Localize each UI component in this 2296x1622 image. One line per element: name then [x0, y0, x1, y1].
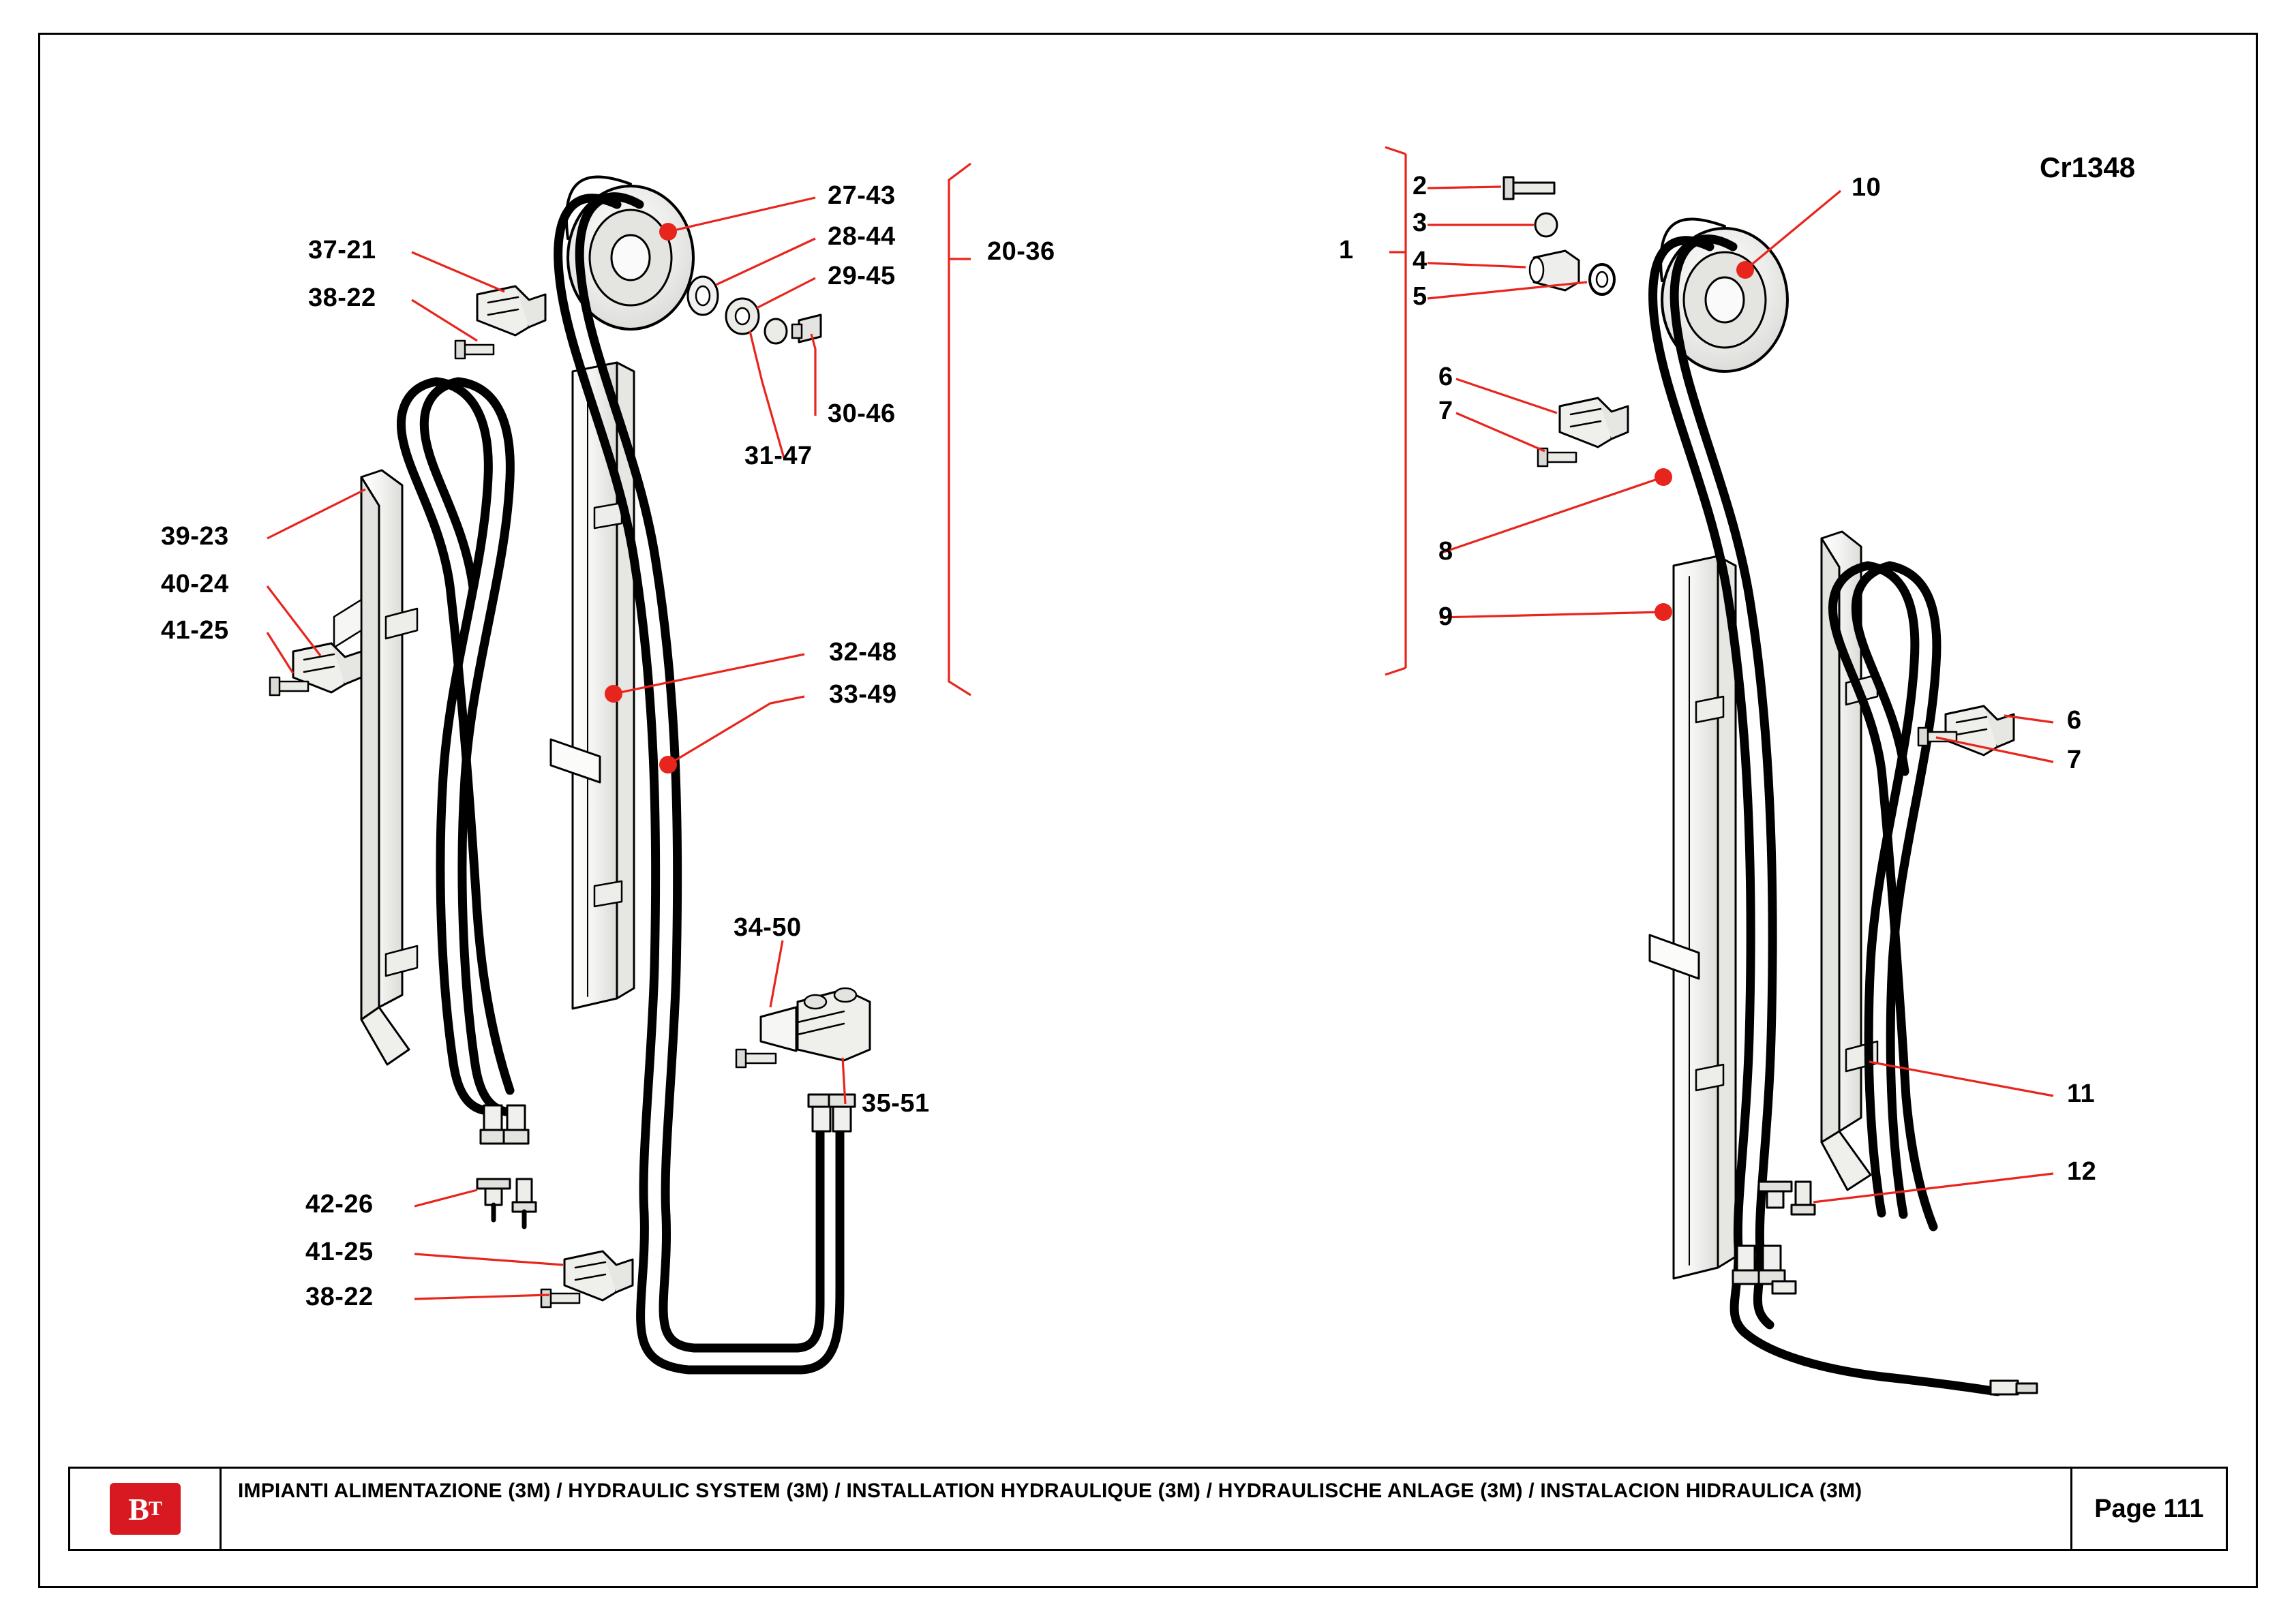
callout-41-25-bottom: 41-25 [305, 1238, 374, 1266]
callout-12: 12 [2067, 1157, 2097, 1186]
callout-9: 9 [1438, 602, 1453, 631]
callout-5: 5 [1413, 282, 1428, 311]
callout-40-24: 40-24 [161, 570, 229, 598]
callout-28-44: 28-44 [828, 222, 896, 251]
callout-10: 10 [1852, 173, 1882, 202]
callout-2: 2 [1413, 172, 1428, 200]
callout-30-46: 30-46 [828, 399, 896, 428]
callout-37-21: 37-21 [308, 236, 376, 264]
callout-42-26: 42-26 [305, 1190, 374, 1219]
drawing-code: Cr1348 [2040, 151, 2136, 183]
title-block [68, 1467, 2228, 1551]
callout-11: 11 [2067, 1080, 2096, 1108]
callout-7-side: 7 [2067, 746, 2082, 774]
callout-7: 7 [1438, 397, 1453, 425]
page-border [38, 33, 2258, 1588]
callout-35-51: 35-51 [862, 1089, 930, 1118]
callout-29-45: 29-45 [828, 262, 896, 290]
logo-subtext: T [148, 1497, 162, 1520]
callout-31-47: 31-47 [744, 442, 813, 470]
bt-logo-icon [110, 1483, 181, 1535]
callout-39-23: 39-23 [161, 522, 229, 551]
callout-1: 1 [1339, 236, 1354, 264]
brand-logo [70, 1469, 222, 1549]
callout-27-43: 27-43 [828, 181, 896, 210]
callout-6-side: 6 [2067, 706, 2082, 735]
callout-41-25: 41-25 [161, 616, 229, 645]
callout-32-48: 32-48 [829, 638, 897, 667]
callout-38-22-bottom: 38-22 [305, 1283, 374, 1311]
logo-text: B [128, 1491, 149, 1527]
callout-38-22: 38-22 [308, 284, 376, 312]
page-number: Page 111 [2070, 1469, 2226, 1549]
callout-20-36: 20-36 [987, 237, 1055, 266]
callout-3: 3 [1413, 209, 1428, 237]
callout-4: 4 [1413, 247, 1428, 275]
callout-33-49: 33-49 [829, 680, 897, 709]
callout-8: 8 [1438, 537, 1453, 566]
callout-34-50: 34-50 [734, 913, 802, 942]
sheet-caption: IMPIANTI ALIMENTAZIONE (3M) / HYDRAULIC SYSTEM (3M) / INSTALLATION HYDRAULIQUE (3M) / HYDRAULISCHE ANLAGE (3M) / INSTALACION HIDRAULICA (3M) [238, 1480, 1862, 1502]
callout-6: 6 [1438, 363, 1453, 391]
